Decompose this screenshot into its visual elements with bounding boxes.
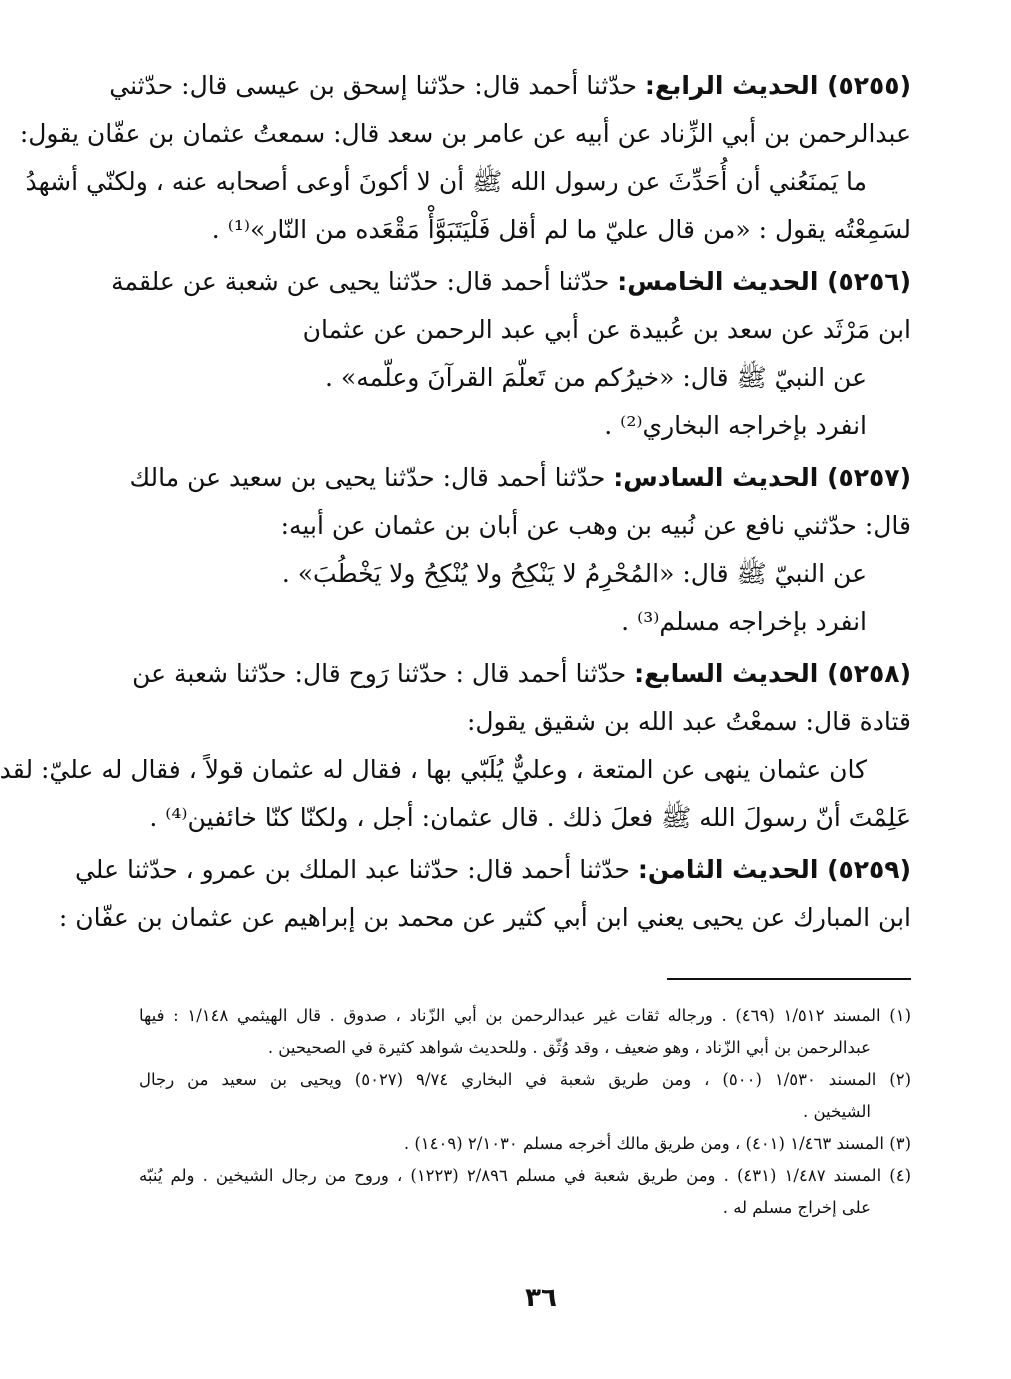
text-line: انفرد بإخراجه مسلم⁽³⁾ . xyxy=(621,607,867,636)
footnote-line: الشيخين . xyxy=(803,1102,871,1121)
text-fragment: حدّثنا أحمد قال: حدّثنا عبد الملك بن عمرو ، حدّثنا علي xyxy=(74,855,630,884)
text-line: انفرد بإخراجه البخاري⁽²⁾ . xyxy=(604,411,867,440)
text-line xyxy=(132,650,911,698)
footnote-line: (١) المسند ١/٥١٢ (٤٦٩) . ورجاله ثقات غير عبدالرحمن بن أبي الزّناد ، صدوق . قال الهيثمي ١/١٤٨ : فيها xyxy=(139,1006,911,1025)
text-line: عن النبيّ ﷺ قال: «المُحْرِمُ لا يَنْكِحُ ولا يُنْكِحُ ولا يَخْطُبَ» . xyxy=(281,559,867,588)
hadith-5257 xyxy=(129,454,911,646)
footnote-separator xyxy=(667,978,911,980)
text-line: ابن مَرْثَد عن سعد بن عُبيدة عن أبي عبد الرحمن عن عثمان xyxy=(302,315,911,344)
footnote-2 xyxy=(139,1064,911,1128)
text-line xyxy=(74,846,911,894)
text-fragment: حدّثنا أحمد قال: حدّثنا يحيى بن سعيد عن مالك xyxy=(129,463,606,492)
text-line xyxy=(129,454,911,502)
hadith-heading: (٥٢٥٧) الحديث السادس: xyxy=(613,463,911,492)
text-line: قتادة قال: سمعْتُ عبد الله بن شقيق يقول: xyxy=(466,707,911,736)
text-line xyxy=(109,62,911,110)
text-line: ما يَمنَعُني أن أُحَدِّثَ عن رسول الله ﷺ أن لا أكونَ أوعى أصحابه عنه ، ولكنّي أشهدُ xyxy=(25,167,867,196)
text-line: لسَمِعْتُه يقول : «من قال عليّ ما لم أقل فَلْيَتَبَوَّأْ مَقْعَده من النّار»⁽¹⁾ . xyxy=(211,215,911,244)
text-line: قال: حدّثني نافع عن نُبيه بن وهب عن أبان بن عثمان عن أبيه: xyxy=(280,511,911,540)
hadith-heading: (٥٢٥٨) الحديث السابع: xyxy=(634,659,911,688)
footnote-4 xyxy=(139,1160,911,1224)
hadith-5258 xyxy=(0,650,911,842)
footnote-line: (٢) المسند ١/٥٣٠ (٥٠٠) ، ومن طريق شعبة في البخاري ٩/٧٤ (٥٠٢٧) ويحيى بن سعيد من رجال xyxy=(139,1070,911,1089)
footnote-1 xyxy=(139,1000,911,1064)
text-line: كان عثمان ينهى عن المتعة ، وعليٌّ يُلَبّي بها ، فقال له عثمان قولاً ، فقال له عليّ: لقد xyxy=(0,755,867,784)
text-line: عَلِمْتَ أنّ رسولَ الله ﷺ فعلَ ذلك . قال عثمان: أجل ، ولكنّا كنّا خائفين⁽⁴⁾ . xyxy=(149,803,911,832)
hadith-5255 xyxy=(19,62,911,254)
text-line: ابن المبارك عن يحيى يعني ابن أبي كثير عن محمد بن إبراهيم عن عثمان بن عفّان : xyxy=(58,903,911,932)
footnote-line: (٤) المسند ١/٤٨٧ (٤٣١) . ومن طريق شعبة في مسلم ٢/٨٩٦ (١٢٢٣) ، وروح من رجال الشيخين . ولم يُنبّه xyxy=(139,1166,912,1185)
footnotes xyxy=(139,1000,911,1224)
footnote-line: (٣) المسند ١/٤٦٣ (٤٠١) ، ومن طريق مالك أخرجه مسلم ٢/١٠٣٠ (١٤٠٩) . xyxy=(403,1134,911,1153)
text-line: عبدالرحمن بن أبي الزِّناد عن أبيه عن عامر بن سعد قال: سمعتُ عثمان بن عفّان يقول: xyxy=(19,119,911,148)
text-fragment: حدّثنا أحمد قال : حدّثنا رَوح قال: حدّثنا شعبة عن xyxy=(132,659,627,688)
text-line: عن النبيّ ﷺ قال: «خيرُكم من تَعلّمَ القرآنَ وعلّمه» . xyxy=(325,363,867,392)
text-fragment: حدّثنا أحمد قال: حدّثنا إسحق بن عيسى قال: حدّثني xyxy=(109,71,637,100)
text-line xyxy=(111,258,911,306)
hadith-heading: (٥٢٥٩) الحديث الثامن: xyxy=(637,855,911,884)
footnote-line: على إخراج مسلم له . xyxy=(722,1198,871,1217)
main-text xyxy=(0,62,911,946)
hadith-5259 xyxy=(58,846,911,942)
footnote-3 xyxy=(139,1128,911,1160)
hadith-heading: (٥٢٥٥) الحديث الرابع: xyxy=(644,71,911,100)
text-fragment: حدّثنا أحمد قال: حدّثنا يحيى عن شعبة عن علقمة xyxy=(111,267,610,296)
page-number: ٣٦ xyxy=(525,1283,557,1313)
footnote-line: عبدالرحمن بن أبي الزّناد ، وهو ضعيف ، وقد وُثّق . وللحديث شواهد كثيرة في الصحيحين . xyxy=(267,1038,871,1057)
hadith-5256 xyxy=(111,258,911,450)
hadith-heading: (٥٢٥٦) الحديث الخامس: xyxy=(617,267,911,296)
